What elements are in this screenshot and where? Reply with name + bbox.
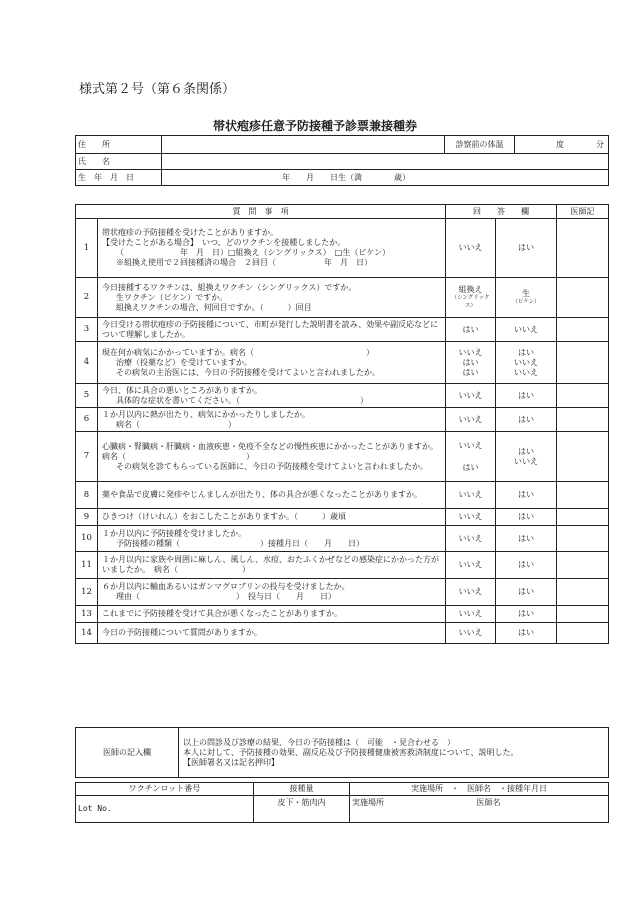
question-number: 4 — [76, 342, 98, 384]
address-label: 住 所 — [76, 136, 162, 154]
question-line: 今日、体に具合の悪いところがありますか。 — [102, 385, 262, 395]
question-line: 【受けたことがある場合】 いつ、どのワクチンを接種しましたか。 — [102, 238, 346, 247]
question-number: 11 — [76, 552, 98, 579]
answer-cell-right[interactable] — [496, 606, 557, 623]
answer-option: はい — [518, 414, 534, 424]
answer-cell-right[interactable] — [496, 408, 557, 432]
answer-cell-right[interactable] — [496, 579, 557, 606]
question-text — [98, 482, 446, 509]
question-number: 8 — [76, 482, 98, 509]
answer-option: 生 — [522, 288, 530, 298]
lot-header: ワクチンロット番号 — [76, 783, 254, 796]
doctor-entry-field[interactable] — [179, 728, 609, 778]
doctor-note-cell[interactable] — [557, 342, 609, 384]
question-line: １か月以内に家族や周囲に麻しん、風しん、水痘、おたふくかぜなどの感染症にかかった方がいましたか。 病名（ ） — [102, 555, 439, 574]
answer-option: いいえ — [458, 390, 483, 400]
name-label: 氏 名 — [76, 154, 162, 170]
question-number: 13 — [76, 606, 98, 623]
question-line: 帯状疱疹の予防接種を受けたことがありますか。 — [102, 228, 278, 237]
doctor-note-cell[interactable] — [557, 509, 609, 526]
answer-cell-right[interactable] — [496, 623, 557, 644]
answer-option: いいえ — [514, 367, 538, 377]
doctor-note-cell[interactable] — [557, 408, 609, 432]
answer-option-subtext: （ビケン） — [512, 298, 540, 305]
place-doctor-field[interactable] — [350, 796, 609, 823]
answer-cell-right[interactable] — [496, 318, 557, 342]
address-field[interactable] — [162, 136, 445, 154]
question-line: 今日の予防接種について質問がありますか。 — [102, 628, 262, 637]
answer-cell-right[interactable] — [496, 482, 557, 509]
vaccination-record-table — [75, 782, 609, 823]
question-line: （ 年 月 日）□組換え（シングリックス） □生（ビケン） — [116, 248, 390, 257]
doctor-name-label: 医師名 — [476, 798, 501, 807]
answer-option: はい — [518, 533, 534, 543]
doctor-note-cell[interactable] — [557, 384, 609, 408]
temperature-field[interactable] — [515, 136, 609, 154]
question-row — [76, 579, 609, 606]
answer-cell-right[interactable] — [496, 219, 557, 278]
doctor-note-cell[interactable] — [557, 482, 609, 509]
question-header: 質 問 事 項 — [76, 205, 446, 219]
doctor-note-cell[interactable] — [557, 318, 609, 342]
question-number: 5 — [76, 384, 98, 408]
doctor-note-cell[interactable] — [557, 526, 609, 552]
place-header: 実施場所 ・ 医師名 ・接種年月日 — [350, 783, 609, 796]
birthdate-field[interactable] — [162, 170, 609, 186]
answer-option: はい — [518, 347, 534, 357]
answer-cell-right[interactable] — [496, 278, 557, 318]
answer-option: はい — [518, 512, 534, 521]
answer-cell-left[interactable] — [446, 606, 496, 623]
question-line: 心臓病・腎臓病・肝臓病・血液疾患・免疫不全などの慢性疾患にかかったことがありますか。病名（ ） — [102, 441, 438, 461]
answer-option: いいえ — [458, 243, 483, 252]
answer-option: いいえ — [458, 587, 483, 596]
answer-option: いいえ — [458, 609, 483, 618]
answer-cell-left[interactable] — [446, 623, 496, 644]
answer-option: はい — [518, 446, 534, 456]
question-row — [76, 526, 609, 552]
answer-cell-right[interactable] — [496, 384, 557, 408]
answer-cell-left[interactable] — [446, 342, 496, 384]
question-number: 2 — [76, 278, 98, 318]
answer-option: はい — [518, 609, 534, 618]
answer-option: いいえ — [458, 490, 483, 499]
doctor-judgement-line: 以上の問診及び診療の結果、今日の予防接種は（ 可能 ・見合わせる ） — [183, 737, 455, 747]
question-line: 今日接種するワクチンは、組換えワクチン（シングリックス）ですか。 — [102, 282, 357, 292]
answer-option: はい — [518, 243, 534, 252]
answer-option: はい — [518, 390, 534, 400]
question-row — [76, 384, 609, 408]
question-line: ※組換え使用で２回接種済の場合 ２回目（ 年 月 日） — [116, 258, 372, 267]
doctor-signature-line: 【医師署名又は記名押印】 — [183, 757, 279, 767]
answer-cell-left[interactable] — [446, 318, 496, 342]
answer-option: いいえ — [458, 440, 483, 450]
question-line: 具体的な症状を書いてください。（ ） — [116, 395, 368, 405]
answer-header: 回 答 欄 — [446, 205, 557, 219]
question-line: その病気を診てもらっている医師に、今日の予防接種を受けてよいと言われましたか。 — [116, 461, 428, 471]
answer-option: はい — [462, 367, 479, 377]
form-number: 様式第２号（第６条関係） — [79, 82, 236, 97]
question-line: 治療（投薬など）を受けていますか。 — [116, 357, 252, 367]
question-number: 14 — [76, 623, 98, 644]
answer-cell-left[interactable] — [446, 482, 496, 509]
temperature-label: 診察前の体温 — [445, 136, 515, 154]
question-row — [76, 342, 609, 384]
answer-cell-left[interactable] — [446, 552, 496, 579]
doctor-note-cell[interactable] — [557, 552, 609, 579]
answer-cell-left[interactable] — [446, 408, 496, 432]
question-text — [98, 318, 446, 342]
question-row — [76, 482, 609, 509]
minute-unit: 分 — [596, 139, 604, 149]
question-number: 3 — [76, 318, 98, 342]
question-row — [76, 509, 609, 526]
question-text — [98, 623, 446, 644]
doctor-explanation-line: 本人に対して、予防接種の効果、副反応及び予防接種健康被害救済制度について、説明した。 — [183, 747, 519, 757]
question-line: 今日受ける帯状疱疹の予防接種について、市町が発行した説明書を読み、効果や副反応などについて理解しましたか。 — [102, 319, 439, 339]
answer-option: いいえ — [514, 324, 538, 334]
question-text — [98, 509, 446, 526]
answer-cell-left[interactable] — [446, 579, 496, 606]
question-text — [98, 408, 446, 432]
answer-option: いいえ — [458, 628, 483, 637]
answer-option: はい — [518, 560, 534, 569]
document-title: 帯状疱疹任意予防接種予診票兼接種券 — [212, 119, 417, 133]
questionnaire-table — [75, 204, 609, 644]
question-line: 薬や食品で皮膚に発疹やじんましんが出たり、体の具合が悪くなったことがありますか。 — [102, 490, 422, 499]
answer-option: はい — [462, 357, 479, 367]
answer-cell-left[interactable] — [446, 526, 496, 552]
answer-cell-right[interactable] — [496, 432, 557, 482]
question-number: 7 — [76, 432, 98, 482]
doctor-note-cell[interactable] — [557, 219, 609, 278]
question-number: 1 — [76, 219, 98, 278]
answer-cell-left[interactable] — [446, 384, 496, 408]
answer-cell-right[interactable] — [496, 526, 557, 552]
answer-cell-right[interactable] — [496, 552, 557, 579]
question-row — [76, 318, 609, 342]
question-line: １か月以内に熱が出たり、病気にかかったりしましたか。 — [102, 409, 310, 419]
answer-option-subtext: （シングリックス） — [451, 294, 490, 309]
question-line: 病名（ ） — [116, 419, 236, 429]
question-row — [76, 623, 609, 644]
question-text — [98, 526, 446, 552]
question-line: ひきつけ（けいれん）をおこしたことがありますか。（ ）歳頃 — [102, 512, 346, 521]
answer-option: いいえ — [458, 414, 483, 424]
question-row — [76, 552, 609, 579]
question-row — [76, 408, 609, 432]
answer-option: はい — [518, 587, 534, 596]
question-number: 10 — [76, 526, 98, 552]
answer-option: はい — [462, 324, 479, 334]
question-text — [98, 219, 446, 278]
answer-option: いいえ — [458, 512, 483, 521]
answer-option: いいえ — [458, 533, 483, 543]
question-number: 6 — [76, 408, 98, 432]
answer-cell-left[interactable] — [446, 219, 496, 278]
question-line: 現在何か病気にかかっていますか。病名（ ） — [102, 347, 374, 357]
answer-option: いいえ — [514, 357, 538, 367]
question-number: 9 — [76, 509, 98, 526]
doctor-note-cell[interactable] — [557, 278, 609, 318]
doctor-entry-table — [75, 727, 609, 778]
degree-unit: 度 — [556, 139, 564, 149]
answer-option: はい — [462, 462, 479, 472]
answer-option: はい — [518, 628, 534, 637]
question-line: その病気の主治医には、今日の予防接種を受けてよいと言われましたか。 — [116, 367, 380, 377]
question-row — [76, 432, 609, 482]
place-label: 実施場所 — [352, 798, 384, 807]
answer-cell-right[interactable] — [496, 509, 557, 526]
question-line: １か月以内に予防接種を受けましたか。 — [102, 528, 246, 538]
question-text — [98, 278, 446, 318]
question-text — [98, 384, 446, 408]
answer-cell-right[interactable] — [496, 342, 557, 384]
answer-cell-left[interactable] — [446, 278, 496, 318]
answer-option: いいえ — [458, 560, 483, 569]
personal-info-table — [75, 135, 609, 186]
lot-number-field[interactable]: Lot No. — [76, 796, 254, 823]
answer-option: いいえ — [514, 456, 538, 466]
question-line: 組換えワクチンの場合、何回目ですか。（ ）回目 — [116, 302, 312, 312]
question-row — [76, 606, 609, 623]
question-text — [98, 606, 446, 623]
question-text — [98, 579, 446, 606]
doctor-note-cell[interactable] — [557, 432, 609, 482]
answer-option: いいえ — [458, 347, 483, 357]
question-line: ６か月以内に輸血あるいはガンマグロブリンの投与を受けましたか。 — [102, 582, 350, 591]
question-text — [98, 432, 446, 482]
question-line: 生ワクチン（ビケン）ですか。 — [116, 292, 228, 302]
doctor-entry-label: 医師の記入欄 — [76, 728, 179, 778]
answer-option: はい — [518, 490, 534, 499]
question-number: 12 — [76, 579, 98, 606]
question-row — [76, 219, 609, 278]
question-line: これまでに予防接種を受けて具合が悪くなったことがありますか。 — [102, 609, 342, 618]
doctor-note-cell[interactable] — [557, 579, 609, 606]
doctor-note-header: 医師記 — [557, 205, 609, 219]
question-line: 予防接種の種類（ ）接種月日（ 月 日） — [116, 538, 364, 548]
question-line: 理由（ ） 投与日（ 月 日） — [116, 592, 336, 601]
question-text — [98, 552, 446, 579]
birthdate-value: 年 月 日生（満 歳） — [282, 172, 410, 182]
question-text — [98, 342, 446, 384]
birthdate-label: 生 年 月 日 — [76, 170, 162, 186]
answer-cell-left[interactable] — [446, 432, 496, 482]
name-field[interactable] — [162, 154, 609, 170]
question-row — [76, 278, 609, 318]
doctor-note-cell[interactable] — [557, 606, 609, 623]
dose-header: 接種量 — [254, 783, 350, 796]
answer-option: 組換え — [458, 284, 483, 294]
doctor-note-cell[interactable] — [557, 623, 609, 644]
answer-cell-left[interactable] — [446, 509, 496, 526]
dose-field[interactable]: 皮下・筋肉内 — [254, 796, 350, 823]
